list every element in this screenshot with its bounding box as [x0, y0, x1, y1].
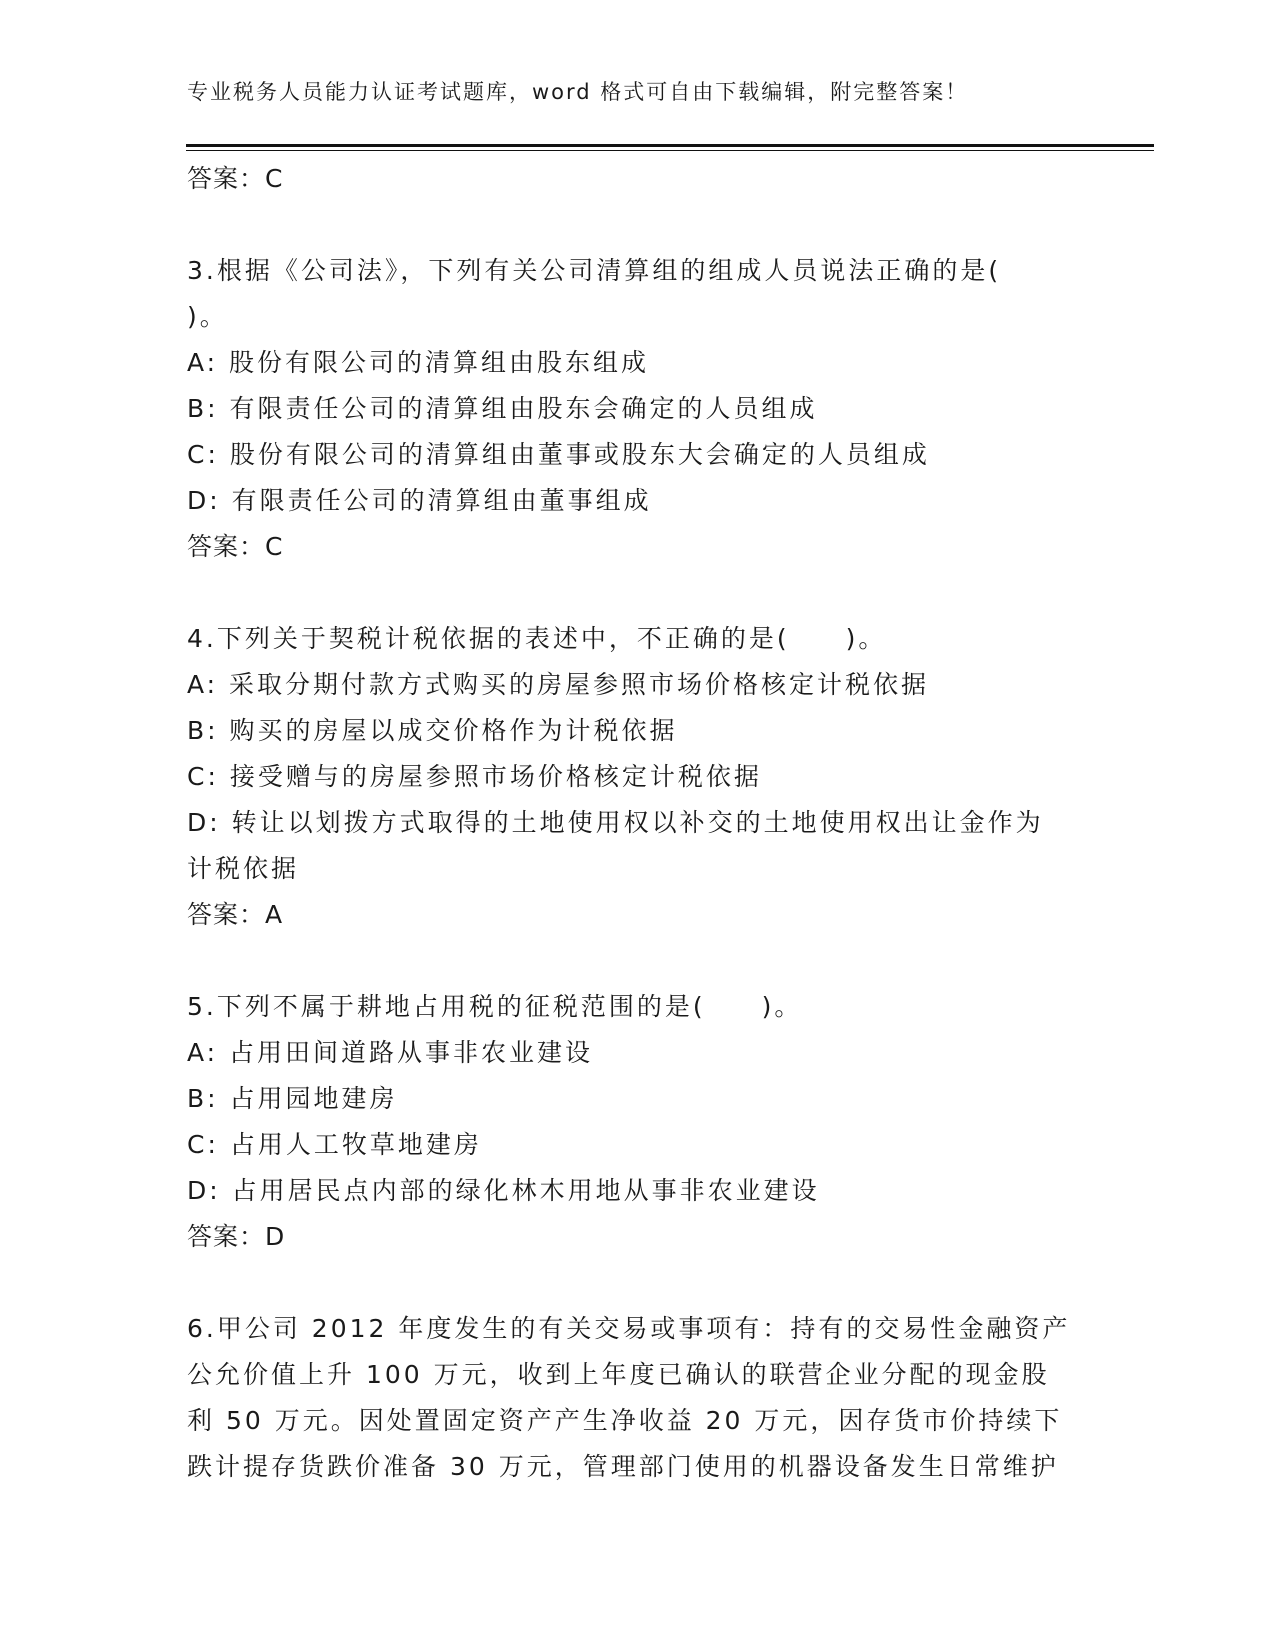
answer-line: 答案：C: [187, 164, 284, 193]
text-line: D: 有限责任公司的清算组由董事组成: [187, 486, 652, 515]
text-line: B: 有限责任公司的清算组由股东会确定的人员组成: [187, 394, 818, 423]
answer-line: 答案：A: [187, 900, 284, 929]
text-line: 3.根据《公司法》，下列有关公司清算组的组成人员说法正确的是(: [187, 256, 1002, 285]
answer-line: 答案：C: [187, 532, 284, 561]
text-line: B: 占用园地建房: [187, 1084, 398, 1113]
text-line: D: 占用居民点内部的绿化林木用地从事非农业建设: [187, 1176, 820, 1205]
document-body: [187, 156, 1087, 1490]
text-line: A: 占用田间道路从事非农业建设: [187, 1038, 594, 1067]
paragraph-gap: [187, 570, 1087, 616]
header-rule-thin: [186, 150, 1154, 151]
paragraph-gap: [187, 202, 1087, 248]
text-line: A: 股份有限公司的清算组由股东组成: [187, 348, 650, 377]
header-rule-thick: [186, 144, 1154, 147]
text-line: 4.下列关于契税计税依据的表述中，不正确的是( )。: [187, 624, 887, 653]
paragraph-gap: [187, 938, 1087, 984]
text-line: C: 占用人工牧草地建房: [187, 1130, 482, 1159]
text-line: 跌计提存货跌价准备 30 万元，管理部门使用的机器设备发生日常维护: [187, 1452, 1059, 1481]
text-line: 计税依据: [187, 854, 300, 883]
text-line: A: 采取分期付款方式购买的房屋参照市场价格核定计税依据: [187, 670, 930, 699]
text-line: 利 50 万元。因处置固定资产产生净收益 20 万元，因存货市价持续下: [187, 1406, 1063, 1435]
text-line: D: 转让以划拨方式取得的土地使用权以补交的土地使用权出让金作为: [187, 808, 1044, 837]
text-line: 6.甲公司 2012 年度发生的有关交易或事项有：持有的交易性金融资产: [187, 1314, 1071, 1343]
text-line: 公允价值上升 100 万元，收到上年度已确认的联营企业分配的现金股: [187, 1360, 1050, 1389]
paragraph-gap: [187, 1260, 1087, 1306]
text-line: )。: [187, 302, 228, 331]
text-line: B: 购买的房屋以成交价格作为计税依据: [187, 716, 678, 745]
answer-line: 答案：D: [187, 1222, 286, 1251]
text-line: C: 接受赠与的房屋参照市场价格核定计税依据: [187, 762, 762, 791]
page-header: 专业税务人员能力认证考试题库，word 格式可自由下载编辑，附完整答案！: [187, 80, 969, 104]
text-line: C: 股份有限公司的清算组由董事或股东大会确定的人员组成: [187, 440, 930, 469]
text-line: 5.下列不属于耕地占用税的征税范围的是( )。: [187, 992, 803, 1021]
